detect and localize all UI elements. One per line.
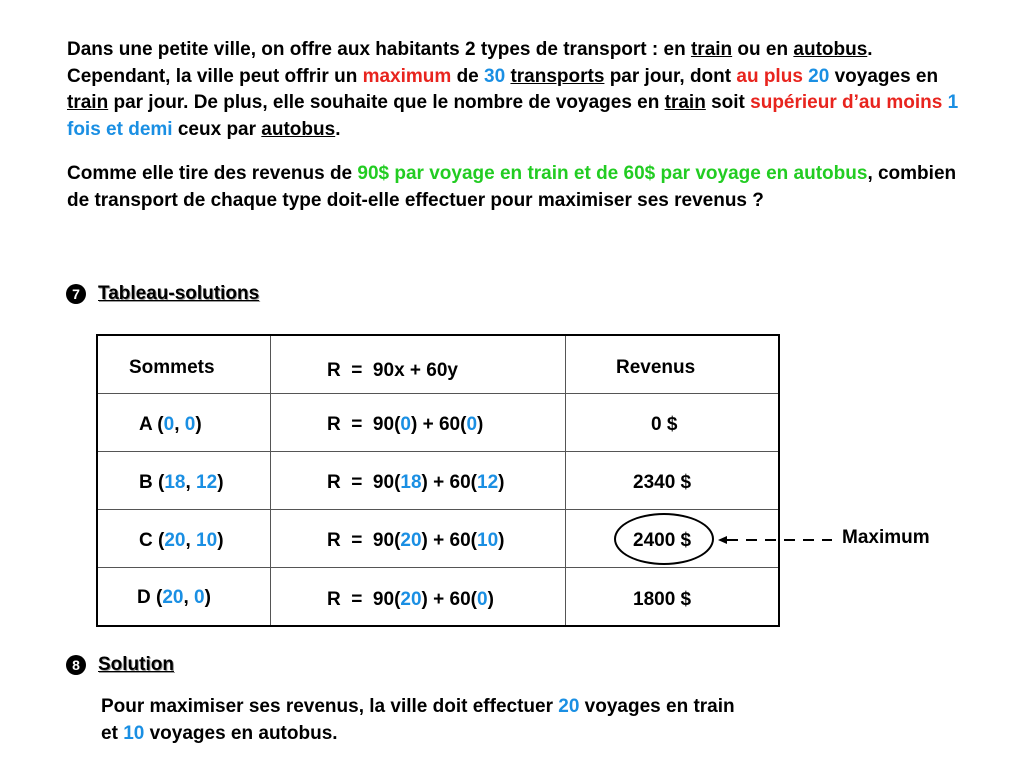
keyword-au-plus: au plus [736, 65, 803, 87]
section-tableau-solutions [66, 282, 259, 306]
header-formula: R = 90x + 60y [327, 360, 458, 381]
keyword-autobus: autobus [261, 118, 336, 140]
solutions-table [96, 334, 780, 627]
problem-paragraph-1: Dans une petite ville, on offre aux habitants 2 types de transport : en train ou en autobus. Cependant, la ville peut offrir un maximum de 30 transports par jour, dont au plus 20 voyages en train par jour. De plus, elle souhaite que le nombre de voyages en train soit supérieur d’au moins 1 fois et demi ceux par autobus. [67, 39, 959, 140]
keyword-fois-et-demi: fois et demi [67, 118, 173, 140]
table-divider [98, 393, 778, 394]
table-divider [98, 451, 778, 452]
revenue-b: 2340 $ [633, 472, 692, 493]
section-solution [66, 653, 174, 677]
bullet-number-icon: 8 [66, 655, 86, 675]
vertex-a: A (0, 0) [139, 414, 202, 435]
revenue-info: 90$ par voyage en train et de 60$ par voyage en autobus [357, 163, 868, 184]
keyword-train: train [690, 39, 733, 60]
keyword-train: train [664, 92, 706, 113]
table-divider [565, 336, 566, 625]
table-divider [98, 509, 778, 510]
formula-d: R = 90(20) + 60(0) [327, 589, 494, 610]
number-1: 1 [947, 92, 959, 113]
formula-b: R = 90(18) + 60(12) [327, 472, 505, 493]
maximum-label: Maximum [842, 527, 930, 548]
revenue-d: 1800 $ [633, 589, 692, 610]
formula-c: R = 90(20) + 60(10) [327, 530, 505, 551]
number-10: 10 [123, 722, 145, 744]
keyword-autobus: autobus [793, 39, 868, 60]
keyword-transports: transports [510, 65, 605, 87]
section-title: Tableau-solutions [98, 283, 260, 304]
number-20: 20 [558, 696, 580, 717]
header-revenus: Revenus [616, 357, 696, 378]
solution-paragraph: Pour maximiser ses revenus, la ville doit effectuer 20 voyages en train et 10 voyages en autobus. [101, 696, 735, 744]
table-divider [98, 567, 778, 568]
formula-a: R = 90(0) + 60(0) [327, 414, 484, 435]
vertex-c: C (20, 10) [139, 530, 224, 551]
number-30: 30 [484, 65, 506, 87]
vertex-d: D (20, 0) [137, 587, 211, 608]
vertex-b: B (18, 12) [139, 472, 224, 493]
maximum-circle [614, 513, 714, 565]
keyword-maximum: maximum [362, 65, 452, 87]
section-title: Solution [98, 654, 174, 675]
dashed-arrow-icon [716, 530, 836, 550]
number-20: 20 [808, 65, 830, 87]
revenue-a: 0 $ [651, 414, 678, 435]
problem-paragraph-2: Comme elle tire des revenus de 90$ par voyage en train et de 60$ par voyage en autobus, combien de transport de chaque type doit-elle effectuer pour maximiser ses revenus ? [67, 163, 957, 211]
bullet-number-icon: 7 [66, 284, 86, 304]
revenue-c: 2400 $ [633, 530, 692, 551]
header-sommets: Sommets [129, 357, 215, 378]
keyword-superieur: supérieur d’au moins [750, 92, 943, 113]
keyword-train: train [67, 92, 109, 113]
table-divider [270, 336, 271, 625]
